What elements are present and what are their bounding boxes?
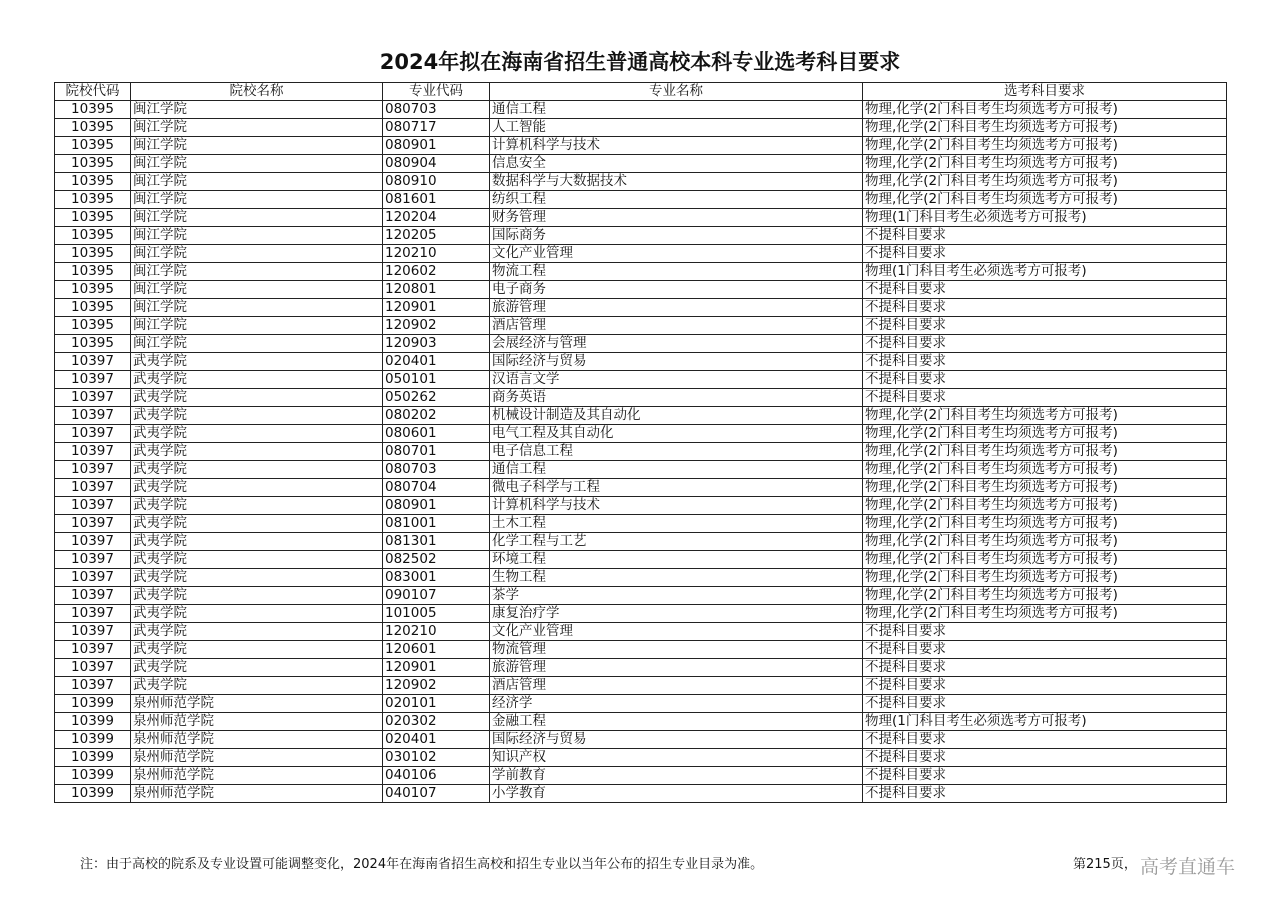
school-code-cell: 10397 — [55, 605, 131, 623]
table-row — [55, 713, 1227, 731]
major-name-cell: 计算机科学与技术 — [490, 137, 863, 155]
major-name-cell: 纺织工程 — [490, 191, 863, 209]
school-name-cell: 泉州师范学院 — [131, 695, 383, 713]
table-row — [55, 515, 1227, 533]
school-name-cell: 武夷学院 — [131, 407, 383, 425]
school-name-cell: 闽江学院 — [131, 173, 383, 191]
subject-requirement-cell: 物理(1门科目考生必须选考方可报考) — [863, 713, 1227, 731]
school-name-cell: 武夷学院 — [131, 461, 383, 479]
major-code-cell: 120903 — [383, 335, 490, 353]
school-code-cell: 10395 — [55, 335, 131, 353]
major-code-cell: 020101 — [383, 695, 490, 713]
major-name-cell: 化学工程与工艺 — [490, 533, 863, 551]
table-row — [55, 209, 1227, 227]
subject-requirement-cell: 不提科目要求 — [863, 335, 1227, 353]
school-code-cell: 10397 — [55, 353, 131, 371]
table-row — [55, 245, 1227, 263]
major-code-cell: 120205 — [383, 227, 490, 245]
school-code-cell: 10397 — [55, 551, 131, 569]
school-code-cell: 10399 — [55, 749, 131, 767]
school-name-cell: 武夷学院 — [131, 353, 383, 371]
school-name-cell: 泉州师范学院 — [131, 731, 383, 749]
subject-requirement-cell: 不提科目要求 — [863, 371, 1227, 389]
school-code-cell: 10397 — [55, 533, 131, 551]
footnote: 注：由于高校的院系及专业设置可能调整变化，2024年在海南省招生高校和招生专业以当年公布的招生专业目录为准。 — [80, 857, 764, 872]
major-code-cell: 020302 — [383, 713, 490, 731]
major-code-cell: 083001 — [383, 569, 490, 587]
major-name-cell: 通信工程 — [490, 101, 863, 119]
major-code-cell: 080703 — [383, 101, 490, 119]
subject-requirement-cell: 不提科目要求 — [863, 299, 1227, 317]
school-code-cell: 10397 — [55, 497, 131, 515]
subject-requirement-cell: 不提科目要求 — [863, 659, 1227, 677]
school-code-cell: 10397 — [55, 569, 131, 587]
table-row — [55, 371, 1227, 389]
school-name-cell: 闽江学院 — [131, 299, 383, 317]
school-name-cell: 闽江学院 — [131, 137, 383, 155]
subject-requirement-cell: 不提科目要求 — [863, 245, 1227, 263]
subject-requirement-cell: 物理(1门科目考生必须选考方可报考) — [863, 263, 1227, 281]
subject-requirement-cell: 不提科目要求 — [863, 227, 1227, 245]
subject-requirement-cell: 物理,化学(2门科目考生均须选考方可报考) — [863, 155, 1227, 173]
major-code-cell: 080202 — [383, 407, 490, 425]
subject-requirement-cell: 不提科目要求 — [863, 389, 1227, 407]
school-name-cell: 闽江学院 — [131, 245, 383, 263]
header-major-name: 专业名称 — [490, 83, 863, 101]
major-code-cell: 020401 — [383, 353, 490, 371]
subject-requirement-cell: 物理,化学(2门科目考生均须选考方可报考) — [863, 407, 1227, 425]
major-name-cell: 文化产业管理 — [490, 245, 863, 263]
watermark-text: 高考直通车 — [1140, 856, 1236, 878]
school-name-cell: 闽江学院 — [131, 317, 383, 335]
table-row — [55, 731, 1227, 749]
major-name-cell: 会展经济与管理 — [490, 335, 863, 353]
major-name-cell: 电子信息工程 — [490, 443, 863, 461]
major-code-cell: 081001 — [383, 515, 490, 533]
subject-requirement-cell: 物理,化学(2门科目考生均须选考方可报考) — [863, 479, 1227, 497]
school-name-cell: 武夷学院 — [131, 659, 383, 677]
school-code-cell: 10397 — [55, 425, 131, 443]
school-name-cell: 武夷学院 — [131, 497, 383, 515]
school-name-cell: 武夷学院 — [131, 587, 383, 605]
school-name-cell: 武夷学院 — [131, 371, 383, 389]
table-row — [55, 443, 1227, 461]
table-row — [55, 155, 1227, 173]
school-name-cell: 闽江学院 — [131, 155, 383, 173]
school-code-cell: 10397 — [55, 623, 131, 641]
major-name-cell: 国际经济与贸易 — [490, 731, 863, 749]
school-name-cell: 武夷学院 — [131, 533, 383, 551]
school-code-cell: 10395 — [55, 119, 131, 137]
table-row — [55, 173, 1227, 191]
major-code-cell: 081301 — [383, 533, 490, 551]
school-code-cell: 10397 — [55, 389, 131, 407]
school-code-cell: 10399 — [55, 785, 131, 803]
table-row — [55, 749, 1227, 767]
school-name-cell: 武夷学院 — [131, 425, 383, 443]
header-school-code: 院校代码 — [55, 83, 131, 101]
school-code-cell: 10397 — [55, 479, 131, 497]
major-name-cell: 知识产权 — [490, 749, 863, 767]
page-number: 第215页， — [1073, 857, 1137, 872]
table-row — [55, 101, 1227, 119]
table-row — [55, 299, 1227, 317]
major-code-cell: 080910 — [383, 173, 490, 191]
school-name-cell: 闽江学院 — [131, 263, 383, 281]
major-code-cell: 120601 — [383, 641, 490, 659]
subject-requirement-cell: 物理,化学(2门科目考生均须选考方可报考) — [863, 191, 1227, 209]
major-name-cell: 机械设计制造及其自动化 — [490, 407, 863, 425]
school-code-cell: 10395 — [55, 317, 131, 335]
school-name-cell: 武夷学院 — [131, 551, 383, 569]
table-row — [55, 497, 1227, 515]
school-code-cell: 10399 — [55, 713, 131, 731]
table-row — [55, 569, 1227, 587]
major-name-cell: 微电子科学与工程 — [490, 479, 863, 497]
major-code-cell: 120210 — [383, 245, 490, 263]
major-name-cell: 信息安全 — [490, 155, 863, 173]
table-row — [55, 551, 1227, 569]
subject-requirement-cell: 物理,化学(2门科目考生均须选考方可报考) — [863, 425, 1227, 443]
subject-requirement-cell: 物理(1门科目考生必须选考方可报考) — [863, 209, 1227, 227]
page-title: 2024年拟在海南省招生普通高校本科专业选考科目要求 — [379, 50, 901, 74]
major-code-cell: 120602 — [383, 263, 490, 281]
table-row — [55, 281, 1227, 299]
major-name-cell: 计算机科学与技术 — [490, 497, 863, 515]
major-code-cell: 080601 — [383, 425, 490, 443]
school-name-cell: 闽江学院 — [131, 209, 383, 227]
table-row — [55, 785, 1227, 803]
subject-requirement-cell: 物理,化学(2门科目考生均须选考方可报考) — [863, 101, 1227, 119]
major-name-cell: 国际经济与贸易 — [490, 353, 863, 371]
school-code-cell: 10395 — [55, 245, 131, 263]
school-code-cell: 10399 — [55, 767, 131, 785]
subject-requirement-cell: 物理,化学(2门科目考生均须选考方可报考) — [863, 443, 1227, 461]
school-code-cell: 10397 — [55, 659, 131, 677]
school-name-cell: 泉州师范学院 — [131, 767, 383, 785]
header-subject-requirement: 选考科目要求 — [863, 83, 1227, 101]
major-code-cell: 081601 — [383, 191, 490, 209]
major-code-cell: 080901 — [383, 137, 490, 155]
table-row — [55, 425, 1227, 443]
school-code-cell: 10395 — [55, 281, 131, 299]
school-name-cell: 闽江学院 — [131, 119, 383, 137]
major-name-cell: 旅游管理 — [490, 659, 863, 677]
school-code-cell: 10397 — [55, 371, 131, 389]
major-name-cell: 酒店管理 — [490, 677, 863, 695]
major-code-cell: 120204 — [383, 209, 490, 227]
school-name-cell: 武夷学院 — [131, 479, 383, 497]
major-name-cell: 学前教育 — [490, 767, 863, 785]
major-code-cell: 080704 — [383, 479, 490, 497]
school-code-cell: 10395 — [55, 101, 131, 119]
major-name-cell: 汉语言文学 — [490, 371, 863, 389]
major-code-cell: 050262 — [383, 389, 490, 407]
major-name-cell: 酒店管理 — [490, 317, 863, 335]
school-code-cell: 10395 — [55, 155, 131, 173]
table-row — [55, 317, 1227, 335]
school-code-cell: 10397 — [55, 407, 131, 425]
major-name-cell: 经济学 — [490, 695, 863, 713]
major-code-cell: 050101 — [383, 371, 490, 389]
major-name-cell: 人工智能 — [490, 119, 863, 137]
major-name-cell: 国际商务 — [490, 227, 863, 245]
subject-requirement-cell: 不提科目要求 — [863, 749, 1227, 767]
table-row — [55, 605, 1227, 623]
school-name-cell: 武夷学院 — [131, 623, 383, 641]
header-school-name: 院校名称 — [131, 83, 383, 101]
major-name-cell: 财务管理 — [490, 209, 863, 227]
school-name-cell: 闽江学院 — [131, 335, 383, 353]
major-name-cell: 物流管理 — [490, 641, 863, 659]
school-code-cell: 10399 — [55, 695, 131, 713]
school-name-cell: 武夷学院 — [131, 569, 383, 587]
major-name-cell: 小学教育 — [490, 785, 863, 803]
major-code-cell: 082502 — [383, 551, 490, 569]
school-name-cell: 闽江学院 — [131, 101, 383, 119]
school-code-cell: 10395 — [55, 299, 131, 317]
school-code-cell: 10397 — [55, 443, 131, 461]
school-name-cell: 武夷学院 — [131, 443, 383, 461]
subject-requirement-cell: 不提科目要求 — [863, 785, 1227, 803]
table-row — [55, 227, 1227, 245]
subject-requirement-cell: 不提科目要求 — [863, 677, 1227, 695]
major-code-cell: 080703 — [383, 461, 490, 479]
major-code-cell: 040107 — [383, 785, 490, 803]
school-code-cell: 10397 — [55, 641, 131, 659]
school-code-cell: 10395 — [55, 263, 131, 281]
school-name-cell: 泉州师范学院 — [131, 749, 383, 767]
subject-requirement-cell: 物理,化学(2门科目考生均须选考方可报考) — [863, 605, 1227, 623]
school-code-cell: 10395 — [55, 227, 131, 245]
school-name-cell: 泉州师范学院 — [131, 713, 383, 731]
subject-requirement-cell: 不提科目要求 — [863, 281, 1227, 299]
major-code-cell: 120210 — [383, 623, 490, 641]
major-name-cell: 康复治疗学 — [490, 605, 863, 623]
school-name-cell: 武夷学院 — [131, 677, 383, 695]
table-row — [55, 623, 1227, 641]
table-row — [55, 641, 1227, 659]
school-code-cell: 10399 — [55, 731, 131, 749]
school-name-cell: 闽江学院 — [131, 191, 383, 209]
subject-requirement-cell: 物理,化学(2门科目考生均须选考方可报考) — [863, 569, 1227, 587]
table-row — [55, 191, 1227, 209]
major-name-cell: 土木工程 — [490, 515, 863, 533]
requirements-table — [54, 82, 1227, 803]
subject-requirement-cell: 不提科目要求 — [863, 317, 1227, 335]
table-body — [55, 101, 1227, 803]
major-name-cell: 电气工程及其自动化 — [490, 425, 863, 443]
school-code-cell: 10397 — [55, 677, 131, 695]
major-name-cell: 数据科学与大数据技术 — [490, 173, 863, 191]
subject-requirement-cell: 物理,化学(2门科目考生均须选考方可报考) — [863, 119, 1227, 137]
major-code-cell: 120902 — [383, 677, 490, 695]
major-name-cell: 文化产业管理 — [490, 623, 863, 641]
school-name-cell: 武夷学院 — [131, 389, 383, 407]
major-code-cell: 040106 — [383, 767, 490, 785]
table-row — [55, 335, 1227, 353]
major-code-cell: 101005 — [383, 605, 490, 623]
table-row — [55, 389, 1227, 407]
subject-requirement-cell: 物理,化学(2门科目考生均须选考方可报考) — [863, 515, 1227, 533]
header-major-code: 专业代码 — [383, 83, 490, 101]
major-code-cell: 080901 — [383, 497, 490, 515]
school-code-cell: 10395 — [55, 209, 131, 227]
table-header-row — [55, 83, 1227, 101]
subject-requirement-cell: 物理,化学(2门科目考生均须选考方可报考) — [863, 497, 1227, 515]
school-code-cell: 10395 — [55, 191, 131, 209]
major-name-cell: 金融工程 — [490, 713, 863, 731]
school-name-cell: 武夷学院 — [131, 605, 383, 623]
subject-requirement-cell: 物理,化学(2门科目考生均须选考方可报考) — [863, 461, 1227, 479]
school-code-cell: 10397 — [55, 515, 131, 533]
subject-requirement-cell: 物理,化学(2门科目考生均须选考方可报考) — [863, 137, 1227, 155]
subject-requirement-cell: 不提科目要求 — [863, 767, 1227, 785]
major-code-cell: 030102 — [383, 749, 490, 767]
subject-requirement-cell: 物理,化学(2门科目考生均须选考方可报考) — [863, 551, 1227, 569]
table-row — [55, 461, 1227, 479]
subject-requirement-cell: 物理,化学(2门科目考生均须选考方可报考) — [863, 587, 1227, 605]
subject-requirement-cell: 物理,化学(2门科目考生均须选考方可报考) — [863, 173, 1227, 191]
major-code-cell: 120901 — [383, 299, 490, 317]
table-row — [55, 677, 1227, 695]
subject-requirement-cell: 不提科目要求 — [863, 353, 1227, 371]
subject-requirement-cell: 不提科目要求 — [863, 695, 1227, 713]
table-row — [55, 587, 1227, 605]
major-code-cell: 080717 — [383, 119, 490, 137]
school-name-cell: 武夷学院 — [131, 641, 383, 659]
school-name-cell: 闽江学院 — [131, 281, 383, 299]
subject-requirement-cell: 不提科目要求 — [863, 731, 1227, 749]
table-row — [55, 119, 1227, 137]
school-name-cell: 武夷学院 — [131, 515, 383, 533]
major-name-cell: 物流工程 — [490, 263, 863, 281]
major-code-cell: 080701 — [383, 443, 490, 461]
school-code-cell: 10397 — [55, 587, 131, 605]
table-row — [55, 407, 1227, 425]
subject-requirement-cell: 物理,化学(2门科目考生均须选考方可报考) — [863, 533, 1227, 551]
school-name-cell: 闽江学院 — [131, 227, 383, 245]
major-name-cell: 生物工程 — [490, 569, 863, 587]
table-row — [55, 533, 1227, 551]
subject-requirement-cell: 不提科目要求 — [863, 641, 1227, 659]
major-name-cell: 茶学 — [490, 587, 863, 605]
table-row — [55, 695, 1227, 713]
major-name-cell: 电子商务 — [490, 281, 863, 299]
major-name-cell: 旅游管理 — [490, 299, 863, 317]
major-code-cell: 090107 — [383, 587, 490, 605]
table-row — [55, 659, 1227, 677]
table-row — [55, 263, 1227, 281]
table-row — [55, 767, 1227, 785]
table-row — [55, 479, 1227, 497]
subject-requirement-cell: 不提科目要求 — [863, 623, 1227, 641]
major-code-cell: 120801 — [383, 281, 490, 299]
table-row — [55, 353, 1227, 371]
school-code-cell: 10395 — [55, 137, 131, 155]
major-code-cell: 080904 — [383, 155, 490, 173]
requirements-table-container — [54, 82, 1227, 803]
major-code-cell: 120901 — [383, 659, 490, 677]
major-name-cell: 商务英语 — [490, 389, 863, 407]
school-name-cell: 泉州师范学院 — [131, 785, 383, 803]
major-name-cell: 通信工程 — [490, 461, 863, 479]
table-row — [55, 137, 1227, 155]
major-code-cell: 120902 — [383, 317, 490, 335]
major-code-cell: 020401 — [383, 731, 490, 749]
school-code-cell: 10397 — [55, 461, 131, 479]
school-code-cell: 10395 — [55, 173, 131, 191]
major-name-cell: 环境工程 — [490, 551, 863, 569]
